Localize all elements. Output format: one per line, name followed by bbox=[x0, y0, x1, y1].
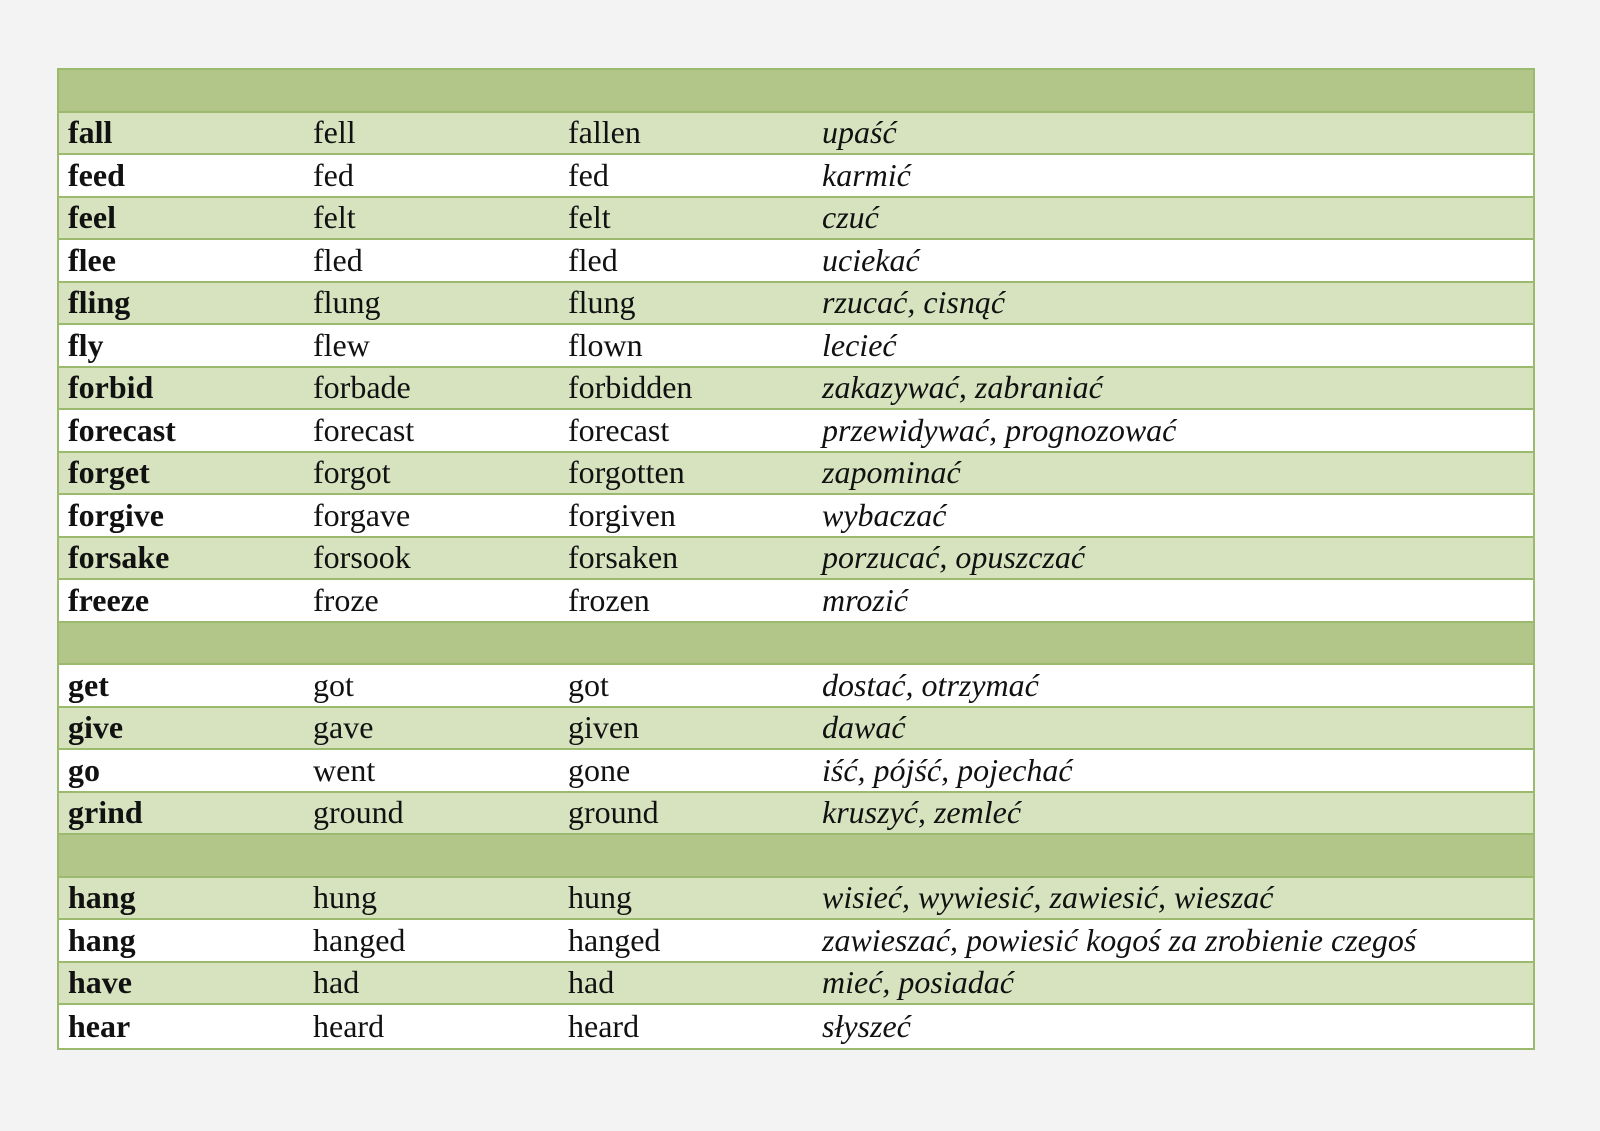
verb-past-simple: had bbox=[313, 964, 360, 1001]
verb-base-form: forget bbox=[68, 454, 150, 491]
verb-translation: wybaczać bbox=[822, 496, 947, 533]
verb-past-simple: heard bbox=[313, 1007, 385, 1044]
verb-past-participle: flown bbox=[568, 326, 643, 363]
verb-base-form: forgive bbox=[68, 496, 164, 533]
verb-base-form: hang bbox=[68, 879, 136, 916]
verb-base-form: freeze bbox=[68, 581, 150, 618]
verb-translation: słyszeć bbox=[822, 1007, 911, 1044]
verb-past-participle: forgiven bbox=[568, 496, 676, 533]
verb-base-form: forecast bbox=[68, 411, 176, 448]
verb-translation: porzucać, opuszczać bbox=[822, 539, 1086, 576]
verb-base-form: feed bbox=[68, 156, 125, 193]
verb-past-participle: got bbox=[568, 666, 609, 703]
verb-past-participle: fallen bbox=[568, 114, 641, 151]
verb-translation: upaść bbox=[822, 114, 897, 151]
verb-row bbox=[59, 155, 1533, 198]
verb-base-form: hear bbox=[68, 1007, 131, 1044]
verb-row bbox=[59, 368, 1533, 411]
verb-row bbox=[59, 495, 1533, 538]
verb-row bbox=[59, 113, 1533, 156]
verb-translation: wisieć, wywiesić, zawiesić, wieszać bbox=[822, 879, 1274, 916]
verb-past-simple: fell bbox=[313, 114, 356, 151]
verb-past-simple: forecast bbox=[313, 411, 415, 448]
verb-past-simple: forgave bbox=[313, 496, 411, 533]
verb-past-simple: ground bbox=[313, 794, 404, 831]
verb-past-simple: went bbox=[313, 751, 376, 788]
verb-base-form: fly bbox=[68, 326, 104, 363]
verb-base-form: go bbox=[68, 751, 100, 788]
verb-past-simple: flew bbox=[313, 326, 370, 363]
verb-base-form: fling bbox=[68, 284, 131, 321]
verb-past-simple: hanged bbox=[313, 921, 406, 958]
verb-row bbox=[59, 878, 1533, 921]
verb-base-form: forsake bbox=[68, 539, 170, 576]
verb-translation: zapominać bbox=[822, 454, 961, 491]
verb-row bbox=[59, 325, 1533, 368]
verb-row bbox=[59, 1005, 1533, 1048]
section-header-band bbox=[59, 70, 1533, 113]
verb-row bbox=[59, 453, 1533, 496]
verb-past-participle: ground bbox=[568, 794, 659, 831]
verb-past-participle: had bbox=[568, 964, 615, 1001]
verb-past-participle: forecast bbox=[568, 411, 670, 448]
verb-base-form: have bbox=[68, 964, 132, 1001]
verb-past-simple: got bbox=[313, 666, 354, 703]
verb-row bbox=[59, 240, 1533, 283]
verb-past-participle: fled bbox=[568, 241, 618, 278]
verb-translation: kruszyć, zemleć bbox=[822, 794, 1022, 831]
verb-row bbox=[59, 708, 1533, 751]
verb-translation: mieć, posiadać bbox=[822, 964, 1014, 1001]
verb-base-form: hang bbox=[68, 921, 136, 958]
verb-base-form: feel bbox=[68, 199, 116, 236]
verb-translation: przewidywać, prognozować bbox=[822, 411, 1177, 448]
verb-past-simple: fed bbox=[313, 156, 354, 193]
verb-past-simple: flung bbox=[313, 284, 381, 321]
verb-past-participle: gone bbox=[568, 751, 631, 788]
verb-row bbox=[59, 410, 1533, 453]
verb-row bbox=[59, 793, 1533, 836]
verb-row bbox=[59, 963, 1533, 1006]
verb-past-participle: forgotten bbox=[568, 454, 685, 491]
verb-past-simple: gave bbox=[313, 709, 374, 746]
verb-row bbox=[59, 283, 1533, 326]
verb-base-form: fall bbox=[68, 114, 113, 151]
verb-past-participle: fed bbox=[568, 156, 609, 193]
verb-past-participle: forsaken bbox=[568, 539, 679, 576]
verb-row bbox=[59, 538, 1533, 581]
verb-row bbox=[59, 750, 1533, 793]
verb-past-participle: heard bbox=[568, 1007, 640, 1044]
verb-past-simple: forsook bbox=[313, 539, 411, 576]
verb-past-participle: hung bbox=[568, 879, 632, 916]
verb-past-participle: frozen bbox=[568, 581, 650, 618]
verb-translation: dostać, otrzymać bbox=[822, 666, 1039, 703]
verb-row bbox=[59, 665, 1533, 708]
section-header-band bbox=[59, 835, 1533, 878]
verb-base-form: get bbox=[68, 666, 109, 703]
verb-translation: zakazywać, zabraniać bbox=[822, 369, 1103, 406]
verb-translation: zawieszać, powiesić kogoś za zrobienie czegoś bbox=[822, 921, 1417, 958]
verb-past-participle: flung bbox=[568, 284, 636, 321]
verb-translation: dawać bbox=[822, 709, 906, 746]
verb-past-simple: froze bbox=[313, 581, 379, 618]
verb-translation: mrozić bbox=[822, 581, 908, 618]
verb-translation: iść, pójść, pojechać bbox=[822, 751, 1073, 788]
verb-past-participle: felt bbox=[568, 199, 611, 236]
verb-base-form: forbid bbox=[68, 369, 154, 406]
verb-base-form: flee bbox=[68, 241, 116, 278]
verb-row bbox=[59, 920, 1533, 963]
verb-translation: lecieć bbox=[822, 326, 897, 363]
verb-past-simple: forgot bbox=[313, 454, 391, 491]
verb-translation: karmić bbox=[822, 156, 911, 193]
verb-row bbox=[59, 580, 1533, 623]
verb-translation: czuć bbox=[822, 199, 879, 236]
verb-base-form: give bbox=[68, 709, 124, 746]
verb-translation: rzucać, cisnąć bbox=[822, 284, 1006, 321]
irregular-verbs-table bbox=[57, 68, 1535, 1050]
verb-row bbox=[59, 198, 1533, 241]
verb-past-simple: hung bbox=[313, 879, 377, 916]
verb-past-participle: forbidden bbox=[568, 369, 693, 406]
section-header-band bbox=[59, 623, 1533, 666]
verb-translation: uciekać bbox=[822, 241, 920, 278]
verb-past-participle: hanged bbox=[568, 921, 661, 958]
verb-past-simple: forbade bbox=[313, 369, 411, 406]
verb-past-simple: felt bbox=[313, 199, 356, 236]
verb-base-form: grind bbox=[68, 794, 143, 831]
verb-past-simple: fled bbox=[313, 241, 363, 278]
verb-past-participle: given bbox=[568, 709, 640, 746]
